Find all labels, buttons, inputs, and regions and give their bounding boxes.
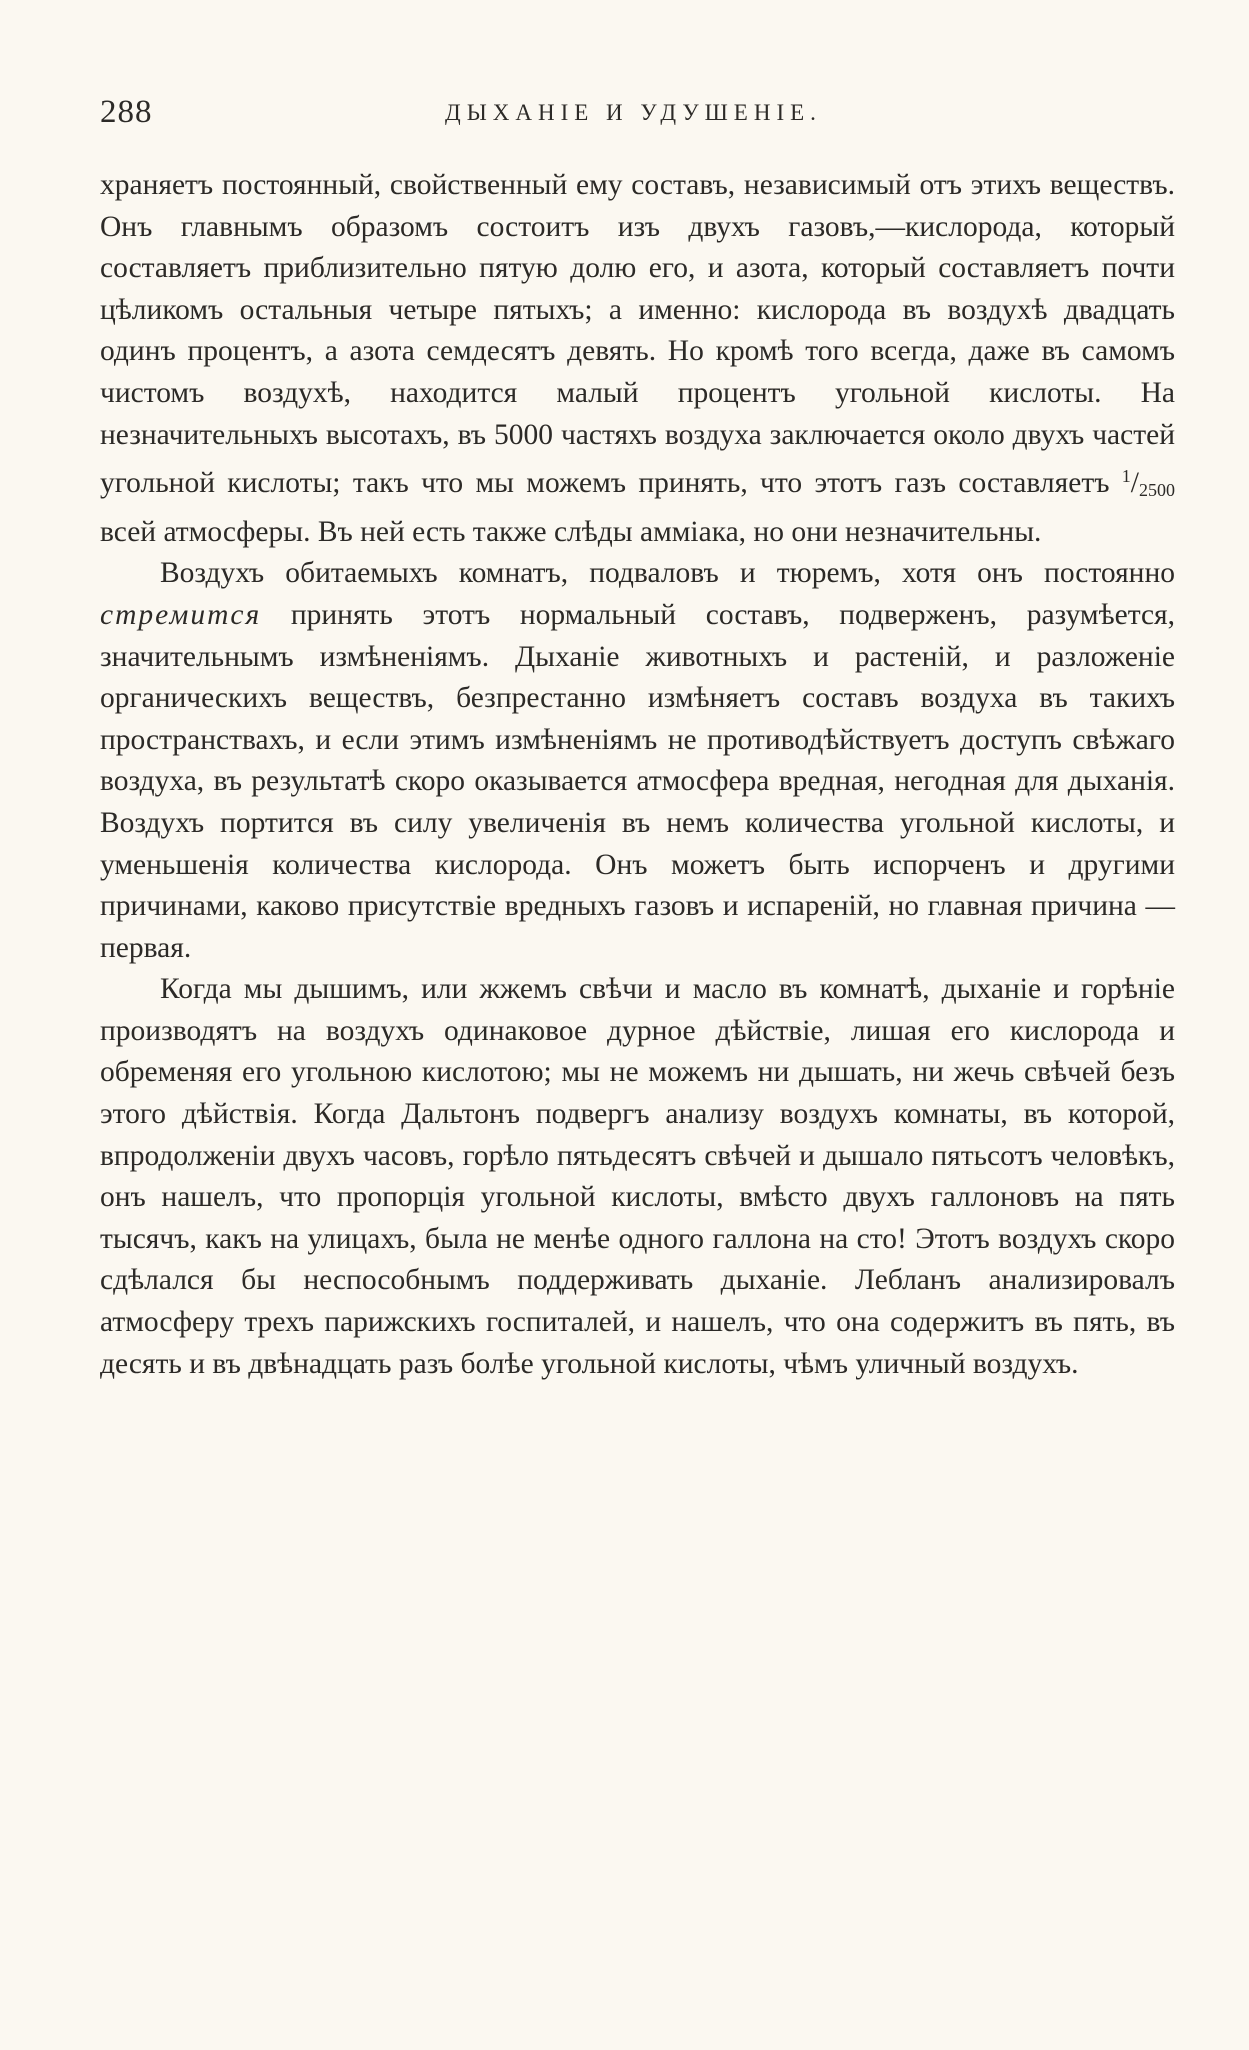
paragraph-1	[100, 165, 1175, 553]
paragraph-1-text-before: храняетъ постоянный, свойственный ему составъ, независимый отъ этихъ веществъ. Онъ главнымъ образомъ состоитъ изъ двухъ газовъ,—кислорода, который составляетъ приблизительно пятую долю его, и азота, который составляетъ почти цѣликомъ остальныя четыре пятыхъ; а именно: кислорода въ воздухѣ двадцать одинъ процентъ, а азота семдесятъ девять. Но кромѣ того всегда, даже въ самомъ чистомъ воздухѣ, находится малый процентъ угольной кислоты. На незначительныхъ высотахъ, въ 5000 частяхъ воздуха заключается около двухъ частей угольной кислоты; такъ что мы можемъ принять, что этотъ газъ составляетъ	[100, 169, 1175, 500]
body-text	[100, 165, 1175, 1385]
fraction-denominator: 2500	[1139, 480, 1175, 501]
fraction-numerator: 1	[1121, 466, 1131, 487]
paragraph-2-text-before: Воздухъ обитаемыхъ комнатъ, подваловъ и тюремъ, хотя онъ постоянно	[160, 557, 1175, 590]
fraction-one-2500: $^1/_{2500}$	[1121, 466, 1175, 501]
emphasized-word: стремится	[100, 598, 262, 631]
paragraph-1-text-after: всей атмосферы. Въ ней есть также слѣды амміака, но они незначительны.	[100, 515, 1042, 548]
page-number: 288	[100, 94, 153, 130]
running-title: ДЫХАНІЕ И УДУШЕНІЕ.	[445, 100, 822, 125]
paragraph-3	[100, 969, 1175, 1385]
page-header	[100, 90, 1178, 140]
paragraph-3-text: Когда мы дышимъ, или жжемъ свѣчи и масло въ комнатѣ, дыханіе и горѣніе производятъ на воздухъ одинаковое дурное дѣйствіе, лишая его кислорода и обременяя его угольною кислотою; мы не можемъ ни дышать, ни жечь свѣчей безъ этого дѣйствія. Когда Дальтонъ подвергъ анализу воздухъ комнаты, въ которой, впродолженіи двухъ часовъ, горѣло пятьдесятъ свѣчей и дышало пятьсотъ человѣкъ, онъ нашелъ, что пропорція угольной кислоты, вмѣсто двухъ галлоновъ на пять тысячъ, какъ на улицахъ, была не менѣе одного галлона на сто! Этотъ воздухъ скоро сдѣлался бы неспособнымъ поддерживать дыханіе. Лебланъ анализировалъ атмосферу трехъ парижскихъ госпиталей, и нашелъ, что она содержитъ въ пять, въ десять и въ двѣнадцать разъ болѣе угольной кислоты, чѣмъ уличный воздухъ.	[100, 973, 1175, 1380]
paragraph-2	[100, 553, 1175, 969]
paragraph-2-text-after: принять этотъ нормальный составъ, подверженъ, разумѣется, значительнымъ измѣненіямъ. Дыханіе животныхъ и растеній, и разложеніе органическихъ веществъ, безпрестанно измѣняетъ составъ воздуха въ такихъ пространствахъ, и если этимъ измѣненіямъ не противодѣйствуетъ доступъ свѣжаго воздуха, въ результатѣ скоро оказывается атмосфера вредная, негодная для дыханія. Воздухъ портится въ силу увеличенія въ немъ количества угольной кислоты, и уменьшенія количества кислорода. Онъ можетъ быть испорченъ и другими причинами, каково присутствіе вредныхъ газовъ и испареній, но главная причина — первая.	[100, 598, 1175, 964]
